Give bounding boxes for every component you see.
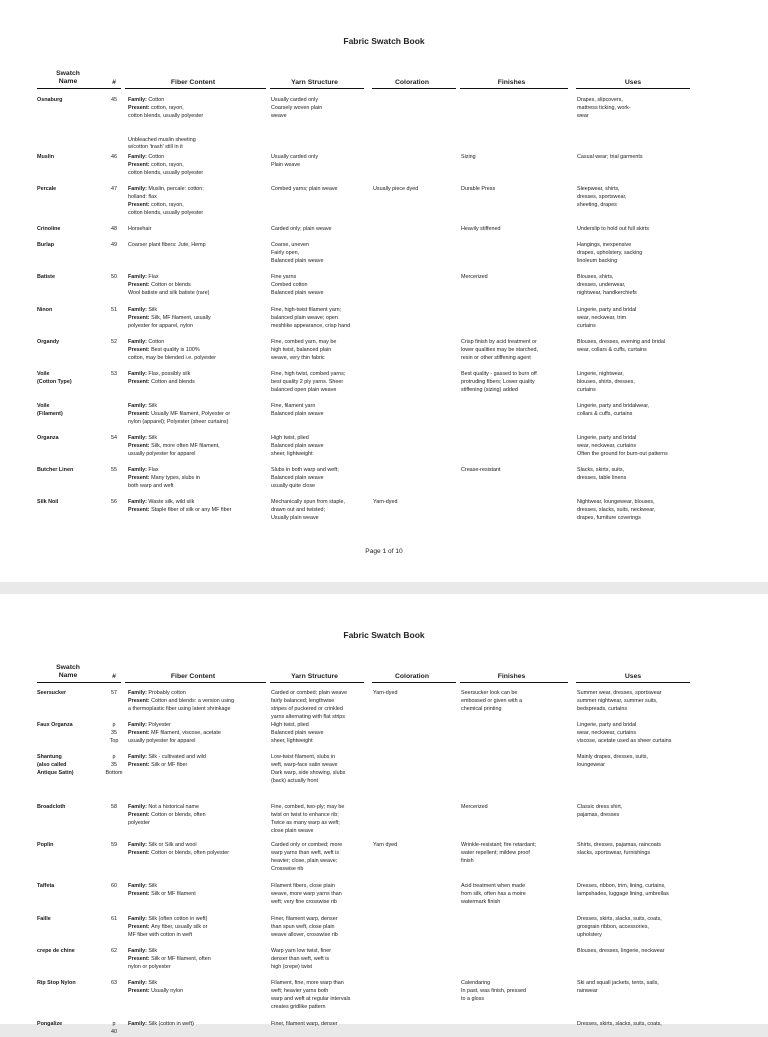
fiber-text: Cotton xyxy=(148,339,165,345)
uses: Summer wear, dresses, sportswear summer nightwear, summer suits, bedspreads, curtains xyxy=(577,690,662,712)
yarn-structure: Fine, combed, two-ply; may be twist on twist to enhance rib; Twice as many warp as weft; close plain weave xyxy=(271,804,345,834)
yarn-structure: Finer, filament warp, denser xyxy=(271,1021,338,1027)
fiber-content xyxy=(128,1021,266,1029)
fiber-text: Silk, MF filament, usually polyester for apparel, nylon xyxy=(128,314,211,329)
fiber-content xyxy=(128,722,266,746)
fiber-content xyxy=(128,754,266,770)
fiber-label: Present: xyxy=(128,987,152,994)
header-finishes: Finishes xyxy=(497,79,526,86)
yarn-structure: Fine, high-twist filament yarn; balanced plain weave; open meshlike appearance, crisp hand xyxy=(271,307,351,329)
swatch-number: 59 xyxy=(111,842,117,848)
swatch-name: Taffeta xyxy=(37,883,55,889)
header-rule xyxy=(125,682,266,683)
fiber-text: Cotton xyxy=(148,97,165,103)
fiber-text: Silk (often cotton in weft) xyxy=(148,916,208,922)
fiber-label: Present: xyxy=(128,506,152,513)
fiber-text: Cotton or blends, often polyester xyxy=(151,849,229,856)
fiber-text: Silk or MF filament, often nylon or polyester xyxy=(128,955,211,970)
fiber-text: Silk - cultivated and wild xyxy=(148,754,206,760)
fiber-label: Present: xyxy=(128,729,152,736)
swatch-name: crepe de chine xyxy=(37,948,75,954)
fiber-content xyxy=(128,804,266,828)
yarn-structure: Warp yarn low twist, finer denser than weft, weft is high (crepe) twist xyxy=(271,948,332,970)
swatch-name: Seersucker xyxy=(37,690,67,696)
swatch-number: p 35 Top xyxy=(109,722,119,744)
yarn-structure: Carded or combed; plain weave fairly balanced; lengthwise stripes of puckered or crinkled yarns alternating with flat strips xyxy=(271,690,348,720)
swatch-name: Butcher Linen xyxy=(37,467,74,473)
coloration: Yarn-dyed xyxy=(373,499,398,505)
yarn-structure: Finer, filament warp, denser than spun weft, close plain weave allover, crosswise rib xyxy=(271,916,338,938)
finishes: Crisp finish by acid treatment or lower qualities may be starched, resin or other stiffening agent xyxy=(461,339,539,361)
swatch-number: p 35 Bottom xyxy=(105,754,123,776)
swatch-number: 56 xyxy=(111,499,117,505)
document-page-2 xyxy=(0,594,768,1035)
fiber-text: Probably cotton xyxy=(148,690,186,696)
fiber-text: Cotton xyxy=(148,154,165,160)
finishes: Sizing xyxy=(461,154,476,160)
finishes: Durable Press xyxy=(461,186,496,192)
yarn-structure: Fine, high twist, combed yarns; best quality 2 ply yarns. Sheer balanced open plain weave xyxy=(271,371,346,393)
fiber-text: Polyester xyxy=(148,722,171,728)
fiber-label: Present: xyxy=(128,378,152,385)
swatch-name: Poplin xyxy=(37,842,54,848)
fiber-label: Family: xyxy=(128,842,149,848)
fiber-text: Waste silk, wild silk xyxy=(148,499,195,505)
fiber-label: Present: xyxy=(128,923,152,930)
swatch-name: Voile (Cotton Type) xyxy=(37,371,72,385)
fiber-label: Family: xyxy=(128,467,149,473)
fiber-label: Family: xyxy=(128,916,149,922)
fiber-label: Family: xyxy=(128,307,149,313)
fiber-label: Family: xyxy=(128,690,149,696)
fiber-text: Silk or MF fiber xyxy=(151,761,188,768)
fiber-label: Present: xyxy=(128,201,152,208)
fiber-label: Present: xyxy=(128,442,152,449)
finishes: Mercerized xyxy=(461,804,488,810)
fiber-content xyxy=(128,499,266,515)
header-rule xyxy=(270,682,364,683)
swatch-name: Muslin xyxy=(37,154,55,160)
header-uses: Uses xyxy=(624,79,642,86)
fiber-text: Cotton and blends xyxy=(151,378,195,385)
document-title: Fabric Swatch Book xyxy=(343,36,425,46)
swatch-name: Shantung (also called Antique Satin) xyxy=(37,754,74,776)
fiber-label: Family: xyxy=(128,371,149,377)
fiber-label: Present: xyxy=(128,890,152,897)
header-rule xyxy=(372,88,456,89)
fiber-label: Present: xyxy=(128,104,152,111)
fiber-label: Present: xyxy=(128,161,152,168)
swatch-number: 45 xyxy=(111,97,117,103)
fiber-content xyxy=(128,948,266,972)
header-finishes: Finishes xyxy=(497,673,526,680)
fiber-content xyxy=(128,97,266,152)
fiber-label: Present: xyxy=(128,474,152,481)
fiber-label: Family: xyxy=(128,274,149,280)
uses: Dresses, skirts, slacks, suits, coats, xyxy=(577,1021,662,1027)
uses: Lingerie, party and bridal wear, neckwear, curtains Often the ground for burn-out patterns xyxy=(577,435,668,457)
finishes: Heavily stiffened xyxy=(461,226,501,232)
header-rule xyxy=(37,88,121,89)
header-coloration: Coloration xyxy=(395,79,429,86)
swatch-number: 58 xyxy=(111,804,117,810)
fiber-text: Silk xyxy=(148,307,158,313)
header-swatch-name: Swatch Name xyxy=(56,70,80,85)
uses: Blouses, shirts, dresses, underwear, nightwear, handkerchiefs xyxy=(577,274,637,296)
finishes: Acid treatment when made from silk, often has a moire watermark finish xyxy=(461,883,526,905)
swatch-name: Broadcloth xyxy=(37,804,66,810)
header-rule xyxy=(576,682,690,683)
fiber-content xyxy=(128,690,266,714)
finishes: Best quality - gassed to burn off protruding fibers; Lower quality stiffening (sizing) added xyxy=(461,371,537,393)
fiber-text: Not a historical name xyxy=(148,804,200,810)
fiber-label: Present: xyxy=(128,281,152,288)
fiber-text: Muslin, percale: cotton; holland: flax xyxy=(128,186,204,200)
header-fiber-content: Fiber Content xyxy=(170,79,216,86)
fiber-text: cotton, rayon, cotton blends, usually polyester xyxy=(128,201,204,216)
swatch-name: Voile (Filament) xyxy=(37,403,63,417)
header-rule xyxy=(37,682,121,683)
fiber-label: Family: xyxy=(128,186,149,192)
swatch-number: 57 xyxy=(111,690,117,696)
uses: Mainly drapes, dresses, suits, loungewear xyxy=(577,754,649,768)
fiber-label: Family: xyxy=(128,97,149,103)
fiber-content xyxy=(128,980,266,996)
swatch-number: 50 xyxy=(111,274,117,280)
swatch-name: Burlap xyxy=(37,242,55,248)
fiber-content xyxy=(128,339,266,363)
fiber-content xyxy=(128,154,266,178)
swatch-name: Faille xyxy=(37,916,51,922)
swatch-number: 49 xyxy=(111,242,117,248)
header-rule xyxy=(460,88,568,89)
finishes: Wrinkle-resistant; fire retardant; water repellent; mildew proof finish xyxy=(461,842,537,864)
fiber-text: Silk (cotton in weft) xyxy=(148,1021,194,1027)
fiber-text: Flax, possibly silk xyxy=(148,371,191,377)
swatch-number: 48 xyxy=(111,226,117,232)
yarn-structure: Combed yarns; plain weave xyxy=(271,186,338,192)
coloration: Usually piece dyed xyxy=(373,186,419,192)
fiber-text: Usually nylon xyxy=(151,987,184,994)
uses: Slacks, skirts, suits, dresses, table linens xyxy=(577,467,627,481)
header-rule xyxy=(460,682,568,683)
yarn-structure: Usually carded only Coarsely woven plain weave xyxy=(271,97,323,119)
uses: Lingerie, nightwear, blouses, shirts, dresses, curtains xyxy=(577,371,635,393)
fiber-text: Flax xyxy=(148,274,159,280)
header-yarn-structure: Yarn Structure xyxy=(291,79,338,86)
fiber-content xyxy=(128,403,266,427)
fiber-label: Present: xyxy=(128,346,152,353)
yarn-structure: Filament fibers, close plain weave, more warp yarns than weft; very fine crosswise rib xyxy=(271,883,342,905)
fiber-text: Coarser plant fibers: Jute, Hemp xyxy=(128,242,206,248)
fiber-text: Silk xyxy=(148,883,158,889)
fiber-label: Family: xyxy=(128,754,149,760)
uses: Sleepwear, shirts, dresses, sportswear, sheeting, drapes xyxy=(577,186,627,208)
fiber-text: Silk xyxy=(148,980,158,986)
header-rule xyxy=(372,682,456,683)
fiber-text: Silk or Silk and wool xyxy=(148,842,197,848)
fiber-label: Present: xyxy=(128,849,152,856)
swatch-number: 54 xyxy=(111,435,117,441)
fiber-text: cotton, rayon, cotton blends, usually polyester xyxy=(128,161,204,176)
fiber-text: cotton, rayon, cotton blends, usually polyester Unbleached muslin sheeting w/cotton 'trash' still in it xyxy=(128,104,204,151)
fiber-content xyxy=(128,916,266,940)
uses: Drapes, slipcovers, mattress ticking, work- wear xyxy=(577,97,631,119)
page-footer: Page 1 of 10 xyxy=(365,548,403,555)
fiber-label: Present: xyxy=(128,811,152,818)
uses: Underslip to hold out full skirts xyxy=(577,226,649,232)
fiber-content xyxy=(128,242,266,250)
uses: Hangings, inexpensive drapes, upholstery, sacking linoleum backing xyxy=(577,242,643,264)
uses: Dresses, skirts, slacks, suits, coats, grosgrain ribbon, accessories, upholstery xyxy=(577,916,662,938)
fiber-text: Silk xyxy=(148,948,158,954)
fiber-text: Any fiber, usually silk or MF fiber with cotton in weft xyxy=(128,923,208,938)
uses: Casual wear; trial garments xyxy=(577,154,643,160)
swatch-name: Crinoline xyxy=(37,226,61,232)
uses: Lingerie, party and bridalwear, collars & cuffs, curtains xyxy=(577,403,650,417)
fiber-label: Family: xyxy=(128,339,149,345)
fiber-content xyxy=(128,274,266,298)
fiber-label: Present: xyxy=(128,410,152,417)
swatch-number: 52 xyxy=(111,339,117,345)
fiber-text: Silk or MF filament xyxy=(151,890,196,897)
fiber-text: Horsehair xyxy=(128,226,152,232)
uses: Blouses, dresses, evening and bridal wear, collars & cuffs, curtains xyxy=(577,339,666,353)
fiber-label: Family: xyxy=(128,883,149,889)
swatch-number: 61 xyxy=(111,916,117,922)
yarn-structure: Low-twist filament, slubs in weft, warp-face satin weave Dark warp, side showing, slubs (back) actually front xyxy=(271,754,346,784)
fiber-content xyxy=(128,186,266,218)
header-number: # xyxy=(112,673,116,680)
swatch-name: Pongalize xyxy=(37,1021,63,1027)
coloration: Yarn dyed xyxy=(373,842,398,848)
fiber-label: Family: xyxy=(128,1021,149,1027)
fiber-label: Family: xyxy=(128,722,149,728)
fiber-content xyxy=(128,467,266,491)
yarn-structure: Fine, combed yarn, may be high twist, balanced plain weave, very thin fabric xyxy=(271,339,337,361)
fiber-text: Best quality is 100% cotton, may be blended i.e. polyester xyxy=(128,346,217,361)
yarn-structure: Usually carded only Plain weave xyxy=(271,154,319,168)
fiber-label: Present: xyxy=(128,314,152,321)
yarn-structure: Filament, fine, more warp than weft; heavier yarns both warp and weft at regular intervals creates gridlike pattern xyxy=(271,980,351,1010)
swatch-name: Rip Stop Nylon xyxy=(37,980,76,986)
fiber-text: Many types, slubs in both warp and weft xyxy=(128,474,200,489)
fiber-text: MF filament, viscose, acetate usually polyester for apparel xyxy=(128,729,221,744)
fiber-text: Cotton or blends Wool batiste and silk batiste (rare) xyxy=(128,281,210,296)
uses: Classic dress shirt, pajamas, dresses xyxy=(577,804,623,818)
yarn-structure: Fine yarns Combed cotton Balanced plain weave xyxy=(271,274,324,296)
uses: Lingerie, party and bridal wear, neckwear, curtains viscose, acetate used as sheer curtains xyxy=(577,722,672,744)
fiber-content xyxy=(128,226,266,234)
fiber-content xyxy=(128,883,266,899)
swatch-number: 53 xyxy=(111,371,117,377)
uses: Lingerie, party and bridal wear, neckwear, trim curtains xyxy=(577,307,637,329)
uses: Ski and squall jackets, tents, sails, rainwear xyxy=(577,980,659,994)
coloration: Yarn-dyed xyxy=(373,690,398,696)
yarn-structure: Carded only; plain weave xyxy=(271,226,332,232)
fiber-content xyxy=(128,307,266,331)
swatch-number: 51 xyxy=(111,307,117,313)
swatch-name: Ninon xyxy=(37,307,53,313)
swatch-name: Silk Noil xyxy=(37,499,59,505)
header-fiber-content: Fiber Content xyxy=(170,673,216,680)
fiber-label: Family: xyxy=(128,804,149,810)
fiber-text: Cotton and blends: a version using a thermoplastic fiber using latent shrinkage xyxy=(128,697,235,712)
header-swatch-name: Swatch Name xyxy=(56,664,80,679)
finishes: Crease-resistant xyxy=(461,467,501,473)
fiber-label: Family: xyxy=(128,948,149,954)
document-title: Fabric Swatch Book xyxy=(343,630,425,640)
fiber-label: Family: xyxy=(128,499,149,505)
uses: Blouses, dresses, lingerie, neckwear xyxy=(577,948,665,954)
fiber-content xyxy=(128,842,266,858)
yarn-structure: High twist, plied Balanced plain weave sheer, lightweight xyxy=(271,722,324,744)
uses: Dresses, ribbon, trim, lining, curtains, lampshades, luggage lining, umbrellas xyxy=(577,883,669,897)
fiber-label: Family: xyxy=(128,435,149,441)
header-rule xyxy=(270,88,364,89)
fiber-text: Silk xyxy=(148,403,158,409)
fiber-content xyxy=(128,371,266,387)
header-coloration: Coloration xyxy=(395,673,429,680)
yarn-structure: Coarse, uneven Fairly open, Balanced plain weave xyxy=(271,242,324,264)
swatch-number: 63 xyxy=(111,980,117,986)
header-rule xyxy=(125,88,266,89)
finishes: Calendaring In past, was finish, pressed to a gloss xyxy=(461,980,527,1002)
swatch-name: Faux Organza xyxy=(37,722,73,728)
uses: Nightwear, loungewear, blouses, dresses, slacks, suits, neckwear, drapes, furniture coverings xyxy=(577,499,656,521)
yarn-structure: Carded only or combed; more warp yarns than weft, weft is heavier; close, plain weave; Crosswise rib xyxy=(271,842,343,872)
fiber-text: Usually MF filament, Polyester or nylon (apparel); Polyester (sheer curtains) xyxy=(128,410,231,425)
yarn-structure: Slubs in both warp and weft; Balanced plain weave usually quite close xyxy=(271,467,339,489)
fiber-text: Staple fiber of silk or any MF fiber xyxy=(151,506,232,513)
header-yarn-structure: Yarn Structure xyxy=(291,673,338,680)
fiber-text: Silk, more often MF filament, usually polyester for apparel xyxy=(128,442,220,457)
fiber-label: Family: xyxy=(128,154,149,160)
fiber-label: Present: xyxy=(128,761,152,768)
yarn-structure: Mechanically spun from staple, drawn out and twisted; Usually plain weave xyxy=(271,499,346,521)
swatch-name: Osnaburg xyxy=(37,97,63,103)
header-rule xyxy=(576,88,690,89)
header-number: # xyxy=(112,79,116,86)
uses: Shirts, dresses, pajamas, raincoats slacks, sportswear, furnishings xyxy=(577,842,661,856)
swatch-name: Percale xyxy=(37,186,57,192)
fiber-label: Present: xyxy=(128,955,152,962)
swatch-number: 47 xyxy=(111,186,117,192)
fiber-label: Present: xyxy=(128,697,152,704)
swatch-number: 62 xyxy=(111,948,117,954)
fiber-text: Flax xyxy=(148,467,159,473)
fiber-label: Family: xyxy=(128,403,149,409)
fiber-content xyxy=(128,435,266,459)
fiber-text: Silk xyxy=(148,435,158,441)
swatch-number: 46 xyxy=(111,154,117,160)
fiber-text: Cotton or blends, often polyester xyxy=(128,811,206,826)
swatch-name: Organdy xyxy=(37,339,60,345)
yarn-structure: High twist, plied Balanced plain weave sheer, lightweight xyxy=(271,435,324,457)
fiber-label: Family: xyxy=(128,980,149,986)
finishes: Seersucker look can be embossed or given with a chemical printing xyxy=(461,690,523,712)
swatch-name: Organza xyxy=(37,435,59,441)
finishes: Mercerized xyxy=(461,274,488,280)
swatch-number: 55 xyxy=(111,467,117,473)
swatch-number: p 40 xyxy=(111,1021,117,1035)
yarn-structure: Fine, filament yarn Balanced plain weave xyxy=(271,403,324,417)
swatch-number: 60 xyxy=(111,883,117,889)
header-uses: Uses xyxy=(624,673,642,680)
swatch-name: Batiste xyxy=(37,274,55,280)
